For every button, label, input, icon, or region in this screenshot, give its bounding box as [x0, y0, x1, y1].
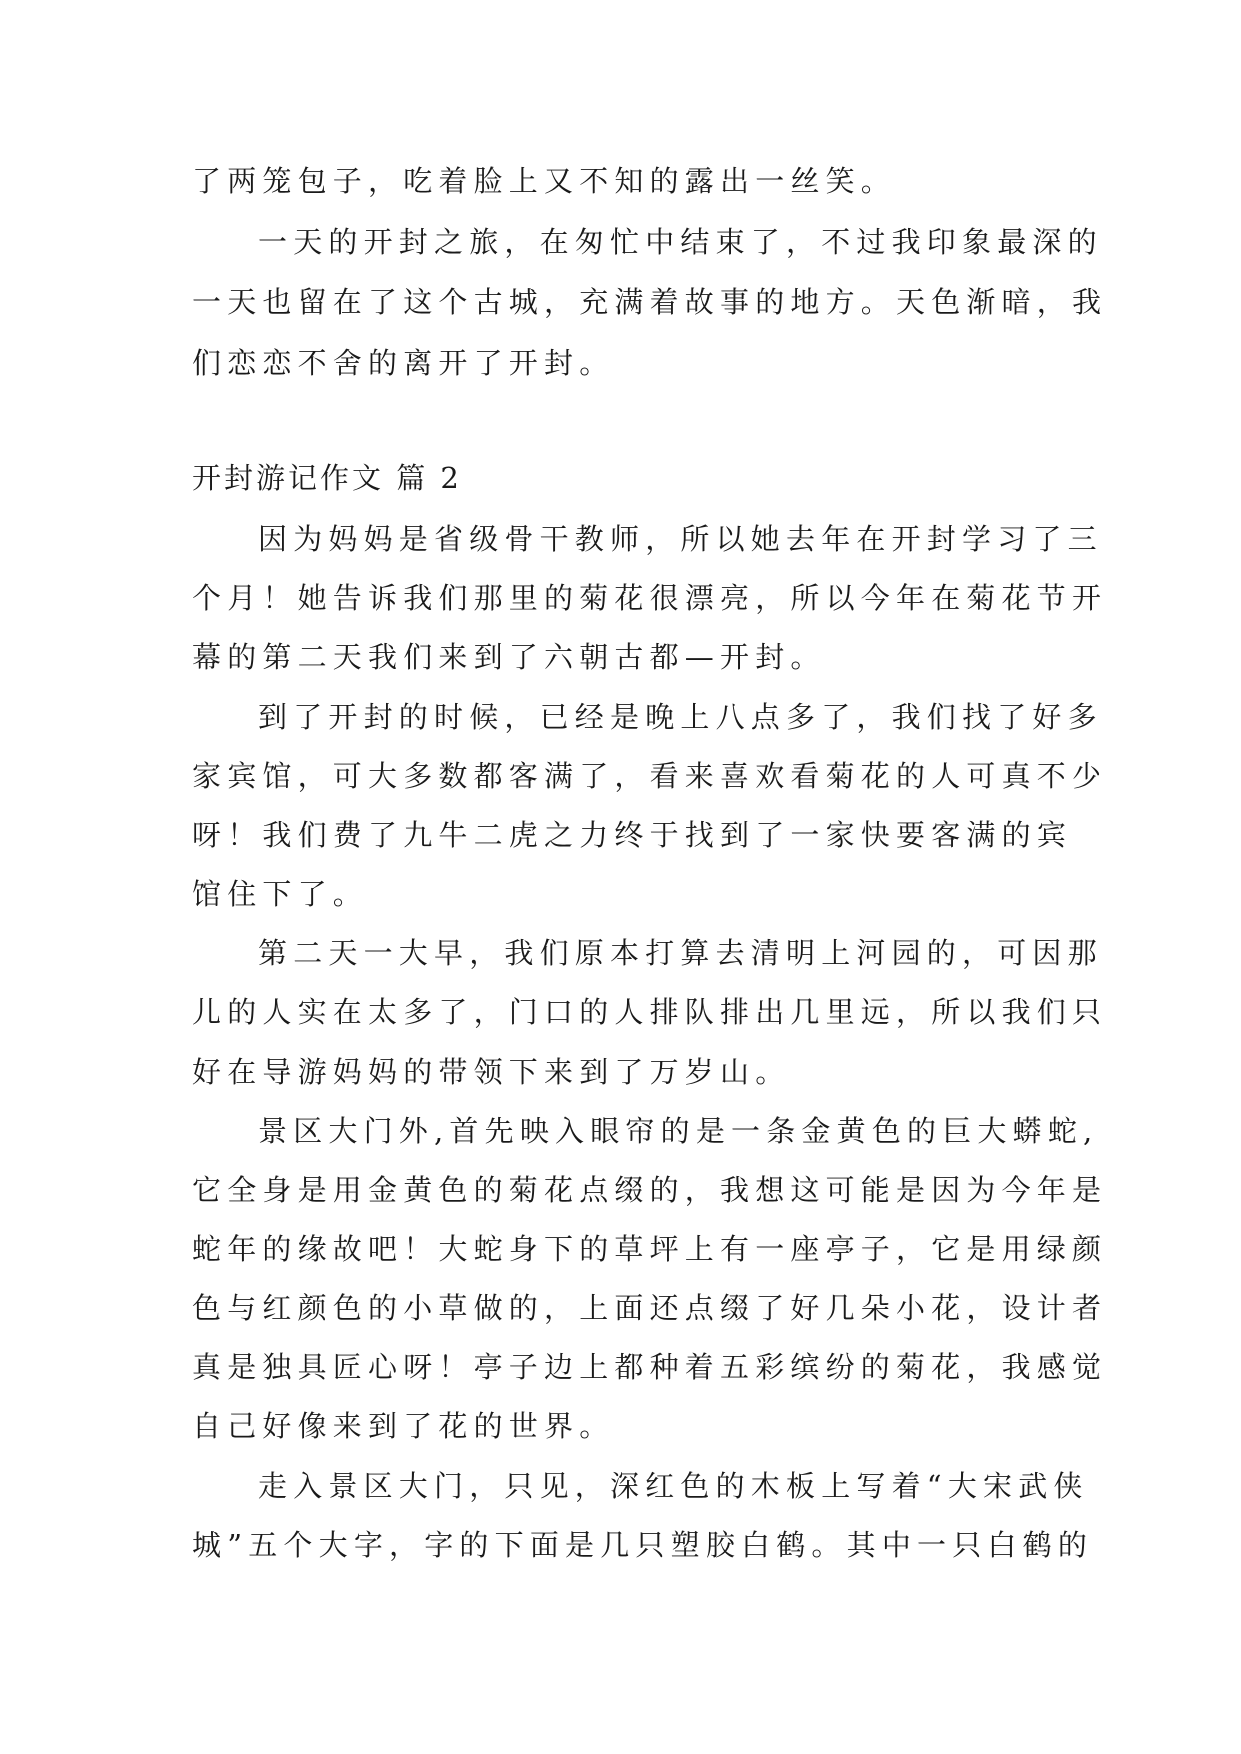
text-line: 它全身是用金黄色的菊花点缀的，我想这可能是因为今年是 — [192, 1173, 1108, 1207]
text-line: 色与红颜色的小草做的，上面还点缀了好几朵小花，设计者 — [192, 1291, 1108, 1325]
text-line: 们恋恋不舍的离开了开封。 — [192, 346, 615, 380]
text-line: 个月！她告诉我们那里的菊花很漂亮，所以今年在菊花节开 — [192, 581, 1108, 615]
text-line: 真是独具匠心呀！亭子边上都种着五彩缤纷的菊花，我感觉 — [192, 1350, 1108, 1384]
text-line: 呀！我们费了九牛二虎之力终于找到了一家快要客满的宾 — [192, 818, 1073, 852]
text-line: 幕的第二天我们来到了六朝古都—开封。 — [192, 640, 826, 674]
paragraph-first-line: 一天的开封之旅，在匆忙中结束了，不过我印象最深的 — [258, 225, 1103, 259]
paragraph-first-line: 景区大门外,首先映入眼帘的是一条金黄色的巨大蟒蛇, — [258, 1114, 1099, 1148]
paragraph-first-line: 第二天一大早，我们原本打算去清明上河园的，可因那 — [258, 936, 1103, 970]
section-heading: 开封游记作文 篇 2 — [192, 461, 462, 495]
text-line: 城”五个大字，字的下面是几只塑胶白鹤。其中一只白鹤的 — [192, 1528, 1094, 1562]
text-line: 自己好像来到了花的世界。 — [192, 1409, 615, 1443]
text-line: 好在导游妈妈的带领下来到了万岁山。 — [192, 1055, 791, 1089]
text-line: 家宾馆，可大多数都客满了，看来喜欢看菊花的人可真不少 — [192, 759, 1108, 793]
text-line: 儿的人实在太多了，门口的人排队排出几里远，所以我们只 — [192, 995, 1108, 1029]
text-line: 蛇年的缘故吧！大蛇身下的草坪上有一座亭子，它是用绿颜 — [192, 1232, 1108, 1266]
paragraph-first-line: 到了开封的时候，已经是晚上八点多了，我们找了好多 — [258, 700, 1103, 734]
text-line: 馆住下了。 — [192, 877, 369, 911]
text-line: 了两笼包子，吃着脸上又不知的露出一丝笑。 — [192, 164, 897, 198]
paragraph-first-line: 因为妈妈是省级骨干教师，所以她去年在开封学习了三 — [258, 522, 1103, 556]
text-line: 一天也留在了这个古城，充满着故事的地方。天色渐暗，我 — [192, 285, 1108, 319]
paragraph-first-line: 走入景区大门，只见，深红色的木板上写着“大宋武侠 — [258, 1469, 1089, 1503]
